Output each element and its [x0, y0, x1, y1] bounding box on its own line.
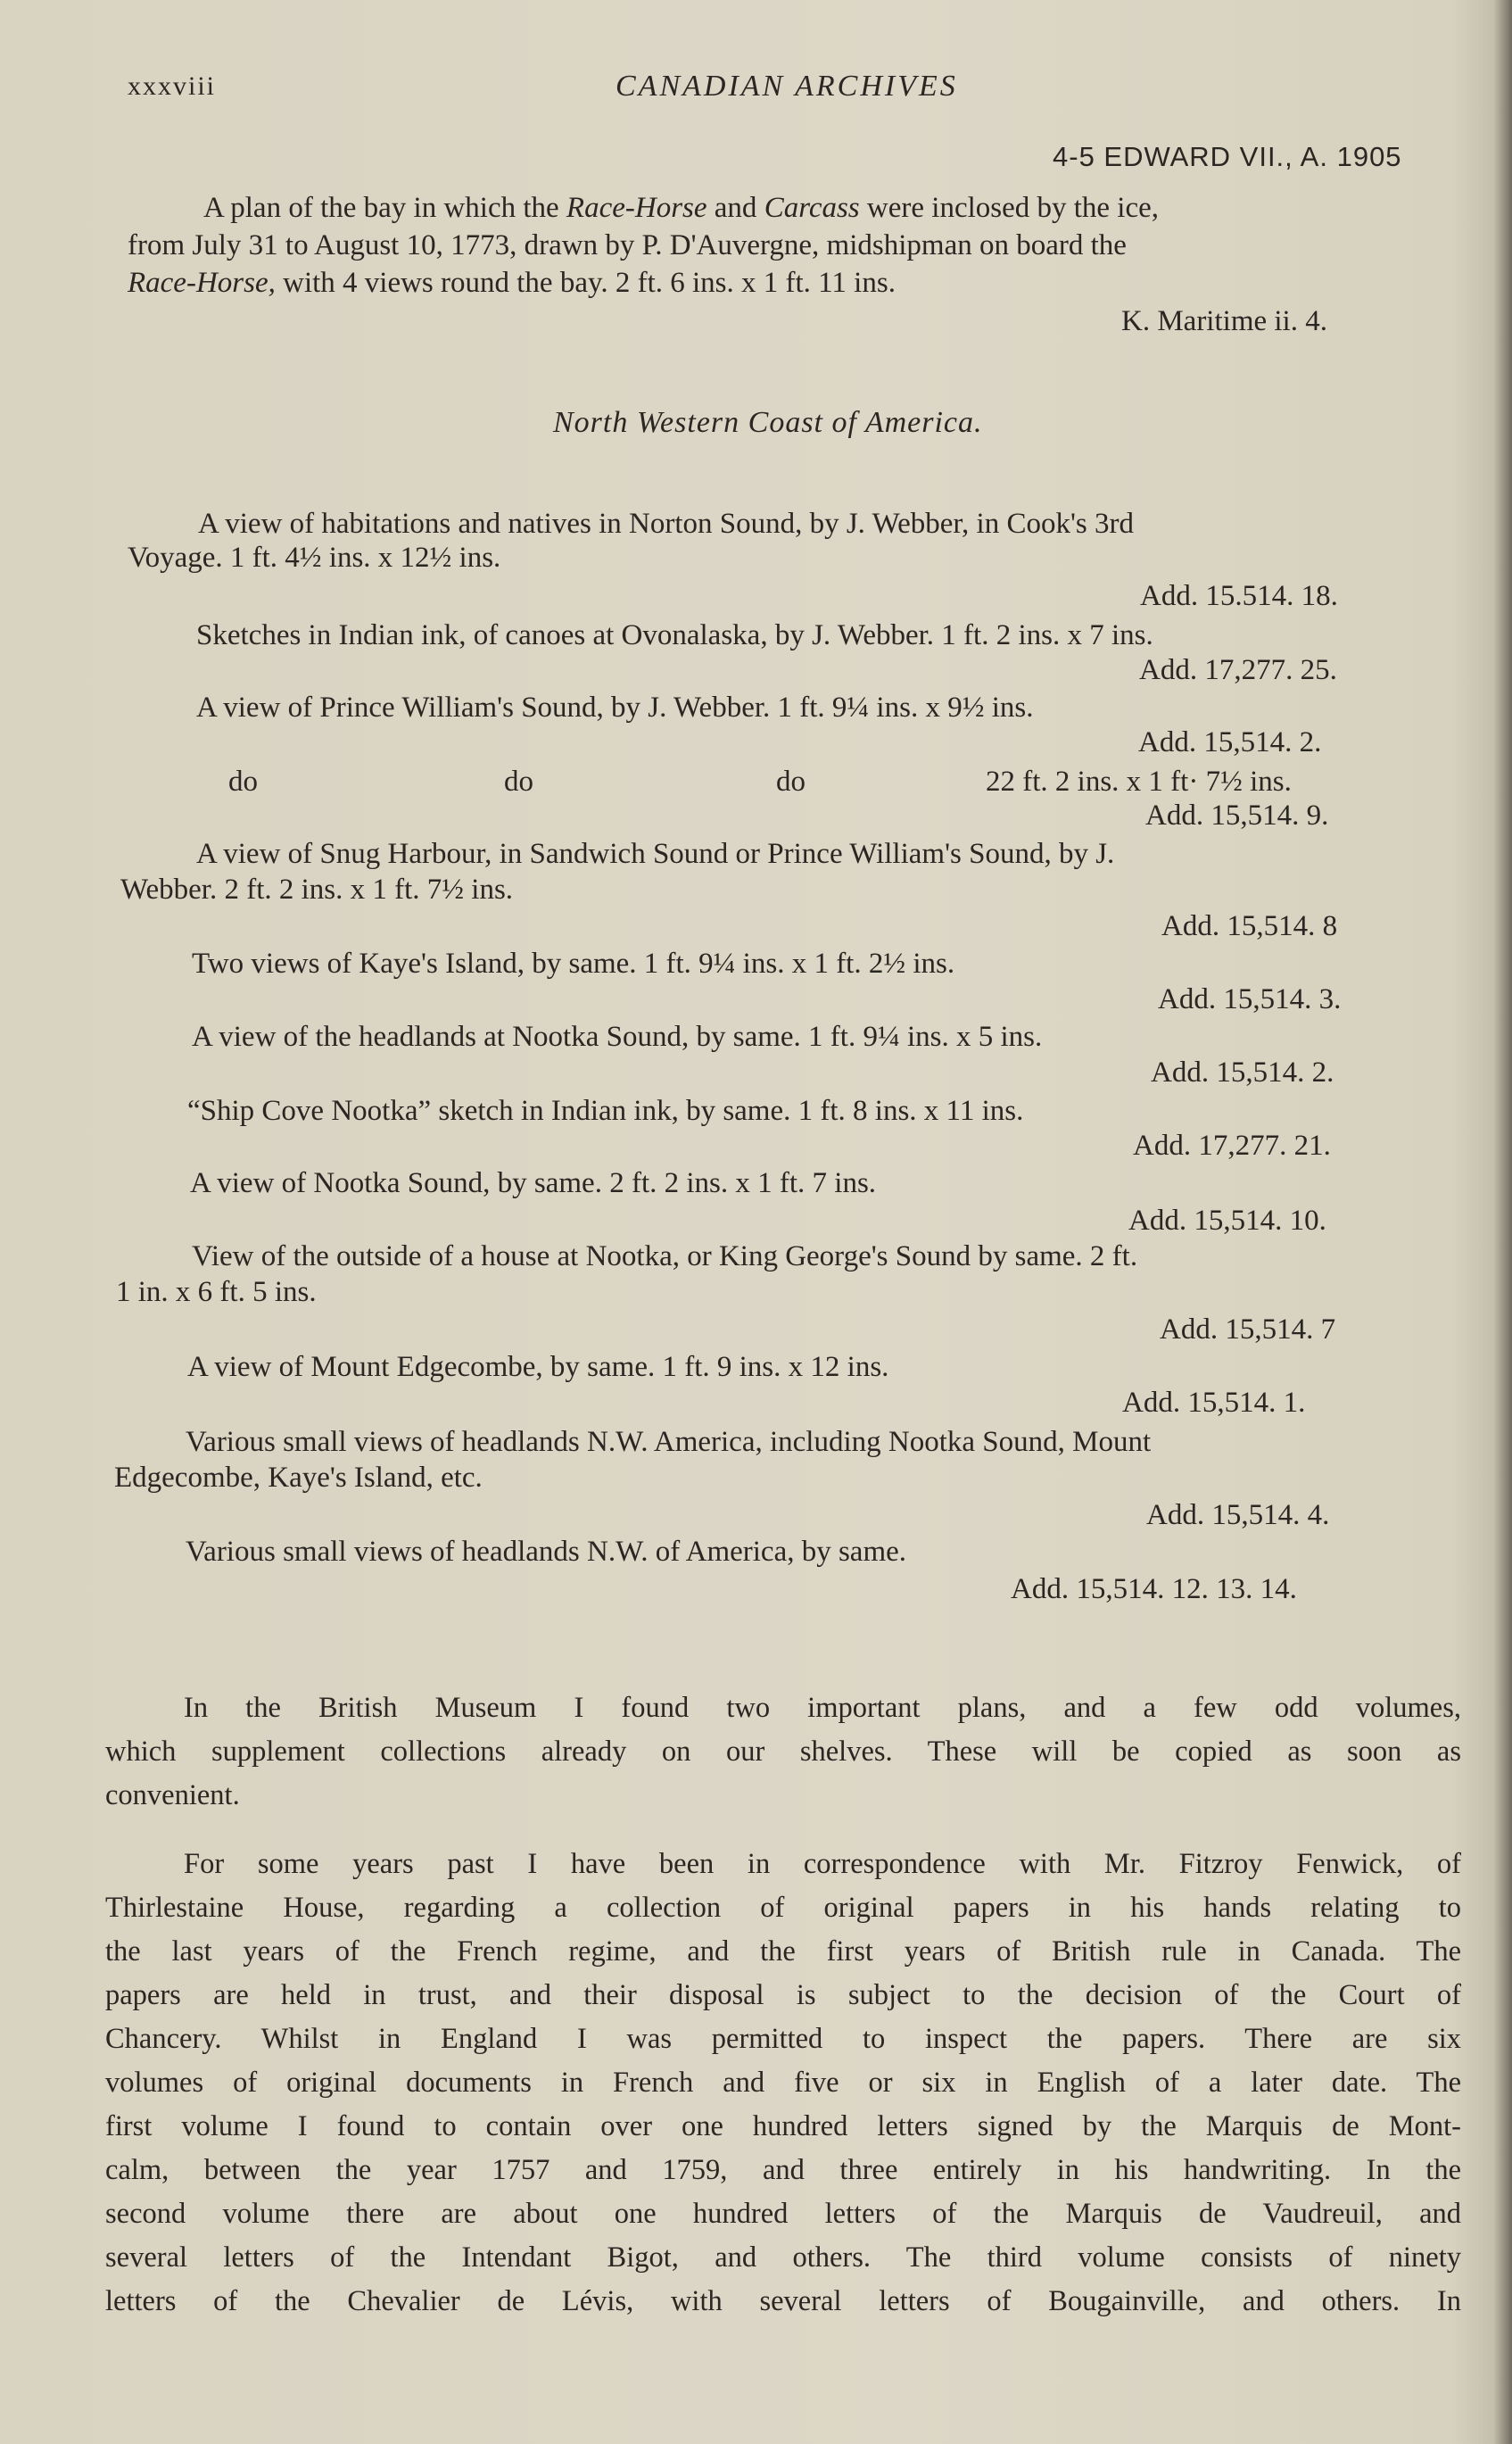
entry-9-line-1: A view of Nootka Sound, by same. 2 ft. 2 ins. x 1 ft. 7 ins.	[190, 1167, 877, 1199]
intro-line-2: from July 31 to August 10, 1773, drawn by P. D'Auvergne, midshipman on board the	[128, 229, 1127, 261]
entry-10-line-1: View of the outside of a house at Nootka, or King George's Sound by same. 2 ft.	[192, 1240, 1138, 1272]
paragraph-2-line-6: volumes of original documents in French and five or six in English of a later date. The	[105, 2067, 1461, 2099]
entry-10-line-2: 1 in. x 6 ft. 5 ins.	[116, 1276, 317, 1308]
entry-12-line-2: Edgecombe, Kaye's Island, etc.	[114, 1462, 483, 1494]
entry-1-reference: Add. 15.514. 18.	[1140, 580, 1338, 612]
entry-12-line-1: Various small views of headlands N.W. America, including Nootka Sound, Mount	[186, 1426, 1152, 1458]
intro-line-3: Race-Horse, with 4 views round the bay. 2 ft. 6 ins. x 1 ft. 11 ins.	[128, 267, 896, 299]
paragraph-2-line-8: calm, between the year 1757 and 1759, and three entirely in his handwriting. In the	[105, 2154, 1461, 2186]
entry-10-reference: Add. 15,514. 7	[1160, 1313, 1336, 1346]
intro-reference: K. Maritime ii. 4.	[1121, 305, 1327, 337]
entry-7-reference: Add. 15,514. 2.	[1151, 1056, 1334, 1089]
entry-3-reference: Add. 15,514. 2.	[1138, 726, 1322, 758]
entry-13-line-1: Various small views of headlands N.W. of America, by same.	[186, 1536, 907, 1568]
entry-4-ditto-2: do	[504, 766, 533, 798]
paragraph-2-line-10: several letters of the Intendant Bigot, and others. The third volume consists of ninety	[105, 2241, 1461, 2274]
entry-4-dimensions: 22 ft. 2 ins. x 1 ft· 7½ ins.	[986, 766, 1292, 798]
paragraph-2-line-1: For some years past I have been in correspondence with Mr. Fitzroy Fenwick, of	[184, 1848, 1461, 1880]
entry-4-reference: Add. 15,514. 9.	[1145, 799, 1329, 832]
paragraph-1-line-2: which supplement collections already on our shelves. These will be copied as soon as	[105, 1736, 1461, 1768]
paragraph-1-line-1: In the British Museum I found two important plans, and a few odd volumes,	[184, 1692, 1461, 1724]
paragraph-2-line-4: papers are held in trust, and their disposal is subject to the decision of the Court of	[105, 1979, 1461, 2011]
section-title: North Western Coast of America.	[553, 406, 983, 439]
entry-5-line-1: A view of Snug Harbour, in Sandwich Sound or Prince William's Sound, by J.	[196, 838, 1115, 870]
entry-5-line-2: Webber. 2 ft. 2 ins. x 1 ft. 7½ ins.	[120, 874, 514, 906]
entry-6-reference: Add. 15,514. 3.	[1158, 983, 1342, 1015]
entry-8-reference: Add. 17,277. 21.	[1133, 1130, 1331, 1162]
entry-13-reference: Add. 15,514. 12. 13. 14.	[1011, 1573, 1297, 1605]
entry-4-ditto-1: do	[228, 766, 258, 798]
session-label: 4-5 EDWARD VII., A. 1905	[1053, 141, 1402, 172]
entry-8-line-1: “Ship Cove Nootka” sketch in Indian ink, by same. 1 ft. 8 ins. x 11 ins.	[187, 1095, 1024, 1127]
entry-6-line-1: Two views of Kaye's Island, by same. 1 ft. 9¼ ins. x 1 ft. 2½ ins.	[192, 948, 955, 980]
entry-2-line-1: Sketches in Indian ink, of canoes at Ovonalaska, by J. Webber. 1 ft. 2 ins. x 7 ins.	[196, 619, 1153, 651]
paragraph-2-line-3: the last years of the French regime, and the first years of British rule in Canada. The	[105, 1935, 1461, 1968]
entry-11-line-1: A view of Mount Edgecombe, by same. 1 ft. 9 ins. x 12 ins.	[187, 1351, 889, 1383]
entry-1-line-2: Voyage. 1 ft. 4½ ins. x 12½ ins.	[128, 542, 501, 574]
paragraph-2-line-2: Thirlestaine House, regarding a collection of original papers in his hands relating to	[105, 1892, 1461, 1924]
page-edge-shadow	[1492, 0, 1512, 2444]
running-title: CANADIAN ARCHIVES	[616, 70, 958, 103]
paragraph-2-line-11: letters of the Chevalier de Lévis, with several letters of Bougainville, and others. In	[105, 2285, 1461, 2317]
paragraph-fenwick-papers	[105, 1843, 1461, 2324]
entry-4-ditto-3: do	[776, 766, 806, 798]
entry-1-line-1: A view of habitations and natives in Norton Sound, by J. Webber, in Cook's 3rd	[198, 508, 1135, 540]
entry-5-reference: Add. 15,514. 8	[1161, 910, 1338, 942]
entry-9-reference: Add. 15,514. 10.	[1128, 1205, 1326, 1237]
entry-2-reference: Add. 17,277. 25.	[1139, 654, 1337, 686]
paragraph-2-line-5: Chancery. Whilst in England I was permitted to inspect the papers. There are six	[105, 2023, 1461, 2055]
paragraph-british-museum	[105, 1686, 1461, 1818]
intro-line-1: A plan of the bay in which the Race-Horse and Carcass were inclosed by the ice,	[203, 192, 1160, 224]
paragraph-2-line-9: second volume there are about one hundred letters of the Marquis de Vaudreuil, and	[105, 2198, 1461, 2230]
entry-12-reference: Add. 15,514. 4.	[1146, 1499, 1330, 1531]
entry-3-line-1: A view of Prince William's Sound, by J. Webber. 1 ft. 9¼ ins. x 9½ ins.	[196, 692, 1034, 724]
paragraph-2-line-7: first volume I found to contain over one hundred letters signed by the Marquis de Mont-	[105, 2110, 1461, 2142]
page-number: xxxviii	[128, 71, 217, 101]
entry-7-line-1: A view of the headlands at Nootka Sound, by same. 1 ft. 9¼ ins. x 5 ins.	[192, 1021, 1043, 1053]
paragraph-1-line-3: convenient.	[105, 1779, 240, 1811]
entry-11-reference: Add. 15,514. 1.	[1122, 1387, 1306, 1419]
